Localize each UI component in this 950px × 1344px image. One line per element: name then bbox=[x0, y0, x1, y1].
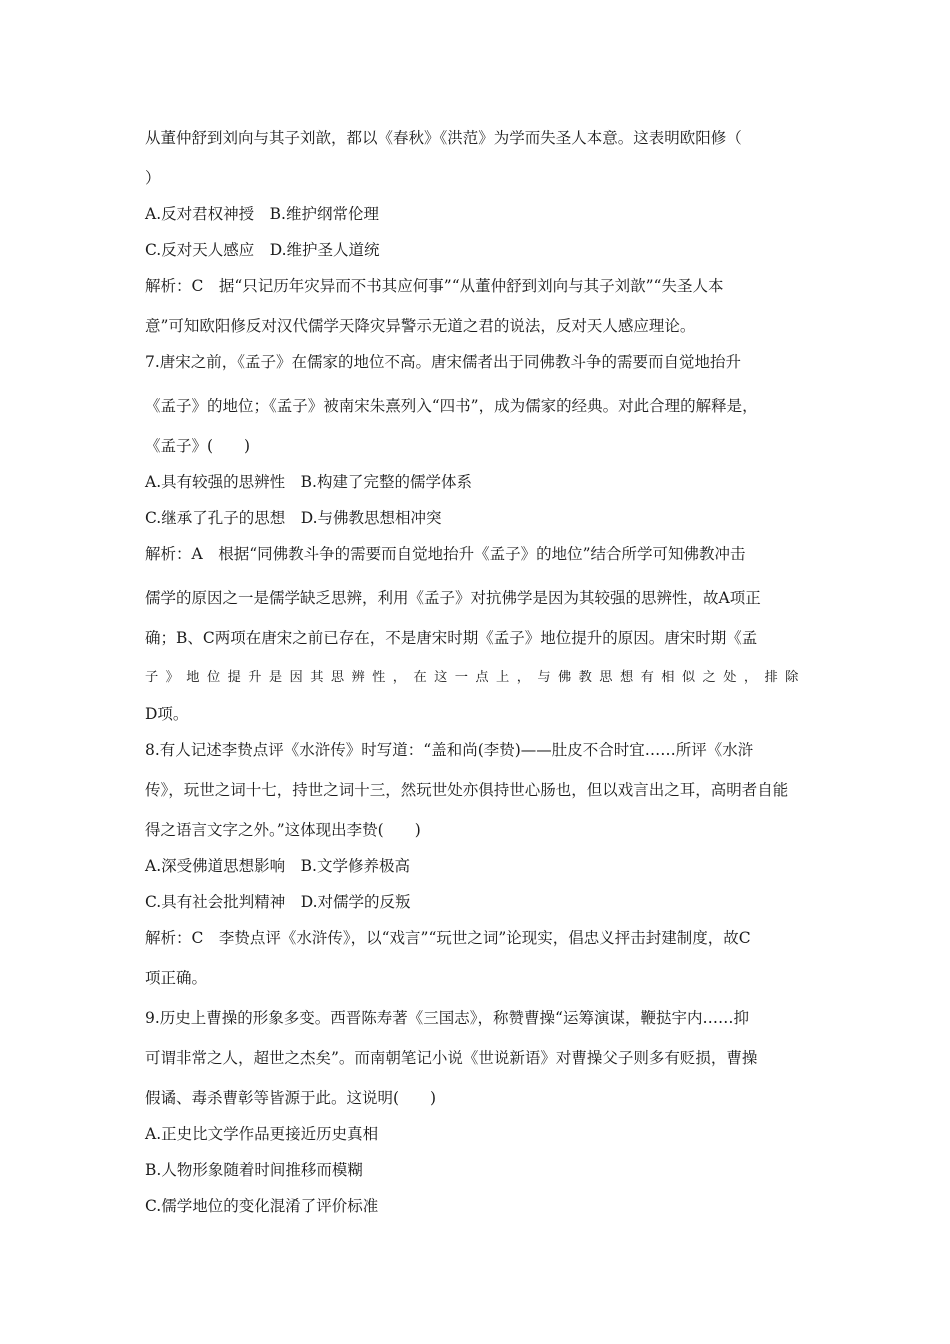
q9-option-a: A.正史比文学作品更接近历史真相 bbox=[145, 1125, 379, 1143]
q7-options-cd: C.继承了孔子的思想 D.与佛教思想相冲突 bbox=[145, 509, 442, 527]
q8-options-ab: A.深受佛道思想影响 B.文学修养极高 bbox=[145, 857, 410, 875]
q6-options-cd: C.反对天人感应 D.维护圣人道统 bbox=[145, 241, 380, 259]
q7-stem-line-1: 7.唐宋之前，《孟子》在儒家的地位不高。唐宋儒者出于同佛教斗争的需要而自觉地抬升 bbox=[145, 353, 742, 371]
q8-stem-line-1: 8.有人记述李贽点评《水浒传》时写道：“盖和尚(李贽)——肚皮不合时宜……所评《水浒 bbox=[145, 741, 754, 759]
q8-stem-line-2: 传》，玩世之词十七，持世之词十三，然玩世处亦俱持世心肠也，但以戏言出之耳，高明者自能 bbox=[145, 781, 789, 799]
q9-stem-line-1: 9.历史上曹操的形象多变。西晋陈寿著《三国志》，称赞曹操“运筹演谋，鞭挞宇内……抑 bbox=[145, 1009, 749, 1027]
q8-stem-line-3: 得之语言文字之外。”这体现出李贽( ) bbox=[145, 821, 421, 839]
q7-analysis-line-1: 解析：A 根据“同佛教斗争的需要而自觉地抬升《孟子》的地位”结合所学可知佛教冲击 bbox=[145, 545, 746, 563]
q7-stem-line-3: 《孟子》( ) bbox=[145, 437, 251, 455]
q6-stem-line-3: ） bbox=[145, 169, 161, 187]
q8-analysis-line-2: 项正确。 bbox=[145, 969, 208, 987]
q9-stem-line-2: 可谓非常之人，超世之杰矣”。而南朝笔记小说《世说新语》对曹操父子则多有贬损，曹操 bbox=[145, 1049, 758, 1067]
q6-options-ab: A.反对君权神授 B.维护纲常伦理 bbox=[145, 205, 379, 223]
q7-analysis-line-4: 子》地位提升是因其思辨性，在这一点上，与佛教思想有相似之处，排除 bbox=[145, 670, 806, 685]
q8-options-cd: C.具有社会批判精神 D.对儒学的反叛 bbox=[145, 893, 411, 911]
q9-stem-line-3: 假谲、毒杀曹彰等皆源于此。这说明( ) bbox=[145, 1089, 437, 1107]
q7-options-ab: A.具有较强的思辨性 B.构建了完整的儒学体系 bbox=[145, 473, 472, 491]
q7-stem-line-2: 《孟子》的地位；《孟子》被南宋朱熹列入“四书”，成为儒家的经典。对此合理的解释是， bbox=[145, 397, 758, 415]
q6-analysis-line-2: 意”可知欧阳修反对汉代儒学天降灾异警示无道之君的说法，反对天人感应理论。 bbox=[145, 317, 696, 335]
q7-analysis-line-3: 确；B、C两项在唐宋之前已存在，不是唐宋时期《孟子》地位提升的原因。唐宋时期《孟 bbox=[145, 629, 758, 647]
q8-analysis-line-1: 解析：C 李贽点评《水浒传》，以“戏言”“玩世之词”论现实，倡忠义抨击封建制度，故C bbox=[145, 929, 751, 947]
q6-stem-line-2: 从董仲舒到刘向与其子刘歆，都以《春秋》《洪范》为学而失圣人本意。这表明欧阳修（ bbox=[145, 129, 742, 147]
q9-option-c: C.儒学地位的变化混淆了评价标准 bbox=[145, 1197, 379, 1215]
q7-analysis-line-5: D项。 bbox=[145, 705, 189, 723]
q9-option-b: B.人物形象随着时间推移而模糊 bbox=[145, 1161, 363, 1179]
q7-analysis-line-2: 儒学的原因之一是儒学缺乏思辨，利用《孟子》对抗佛学是因为其较强的思辨性，故A项正 bbox=[145, 589, 761, 607]
q6-analysis-line-1: 解析：C 据“只记历年灾异而不书其应何事”“从董仲舒到刘向与其子刘歆”“失圣人本 bbox=[145, 277, 724, 295]
